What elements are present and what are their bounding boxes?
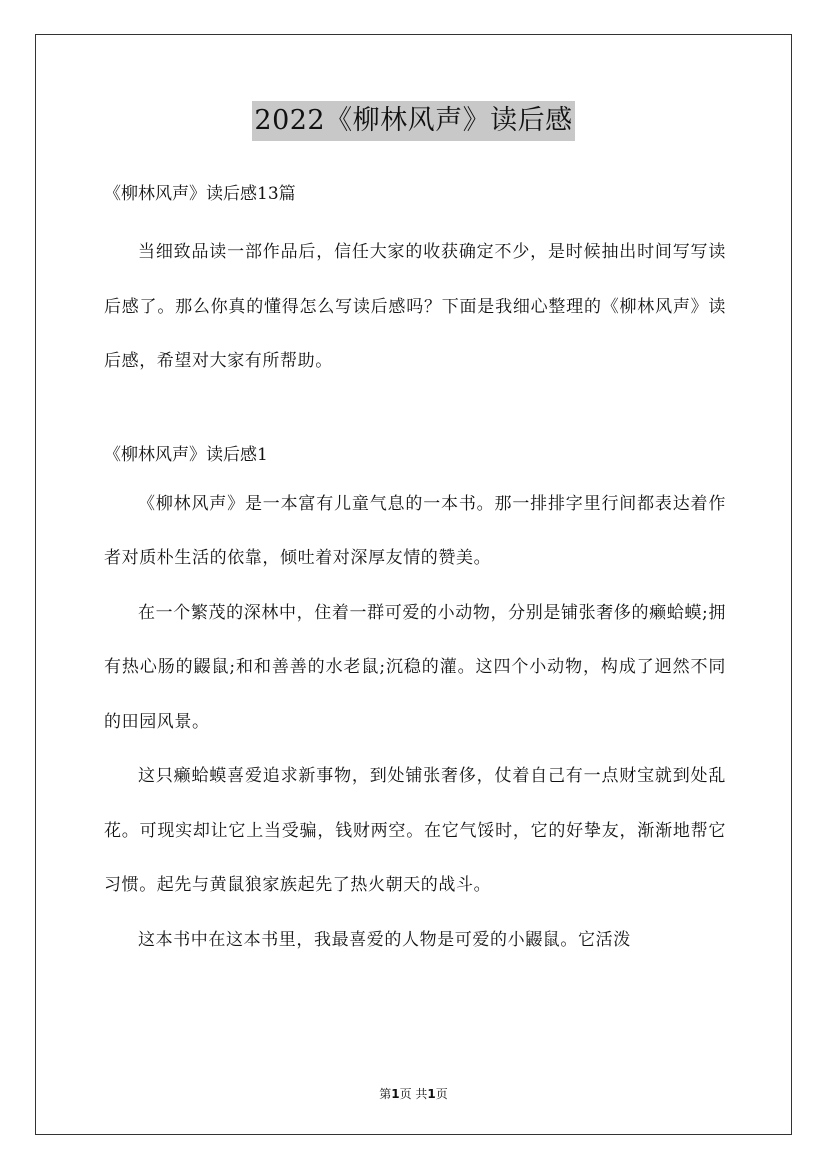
footer-page-current: 1 xyxy=(391,1087,400,1101)
document-subtitle: 《柳林风声》读后感13篇 xyxy=(104,184,296,204)
footer-page-total: 1 xyxy=(427,1087,436,1101)
body-paragraph-3: 这只癞蛤蟆喜爱追求新事物，到处铺张奢侈，仗着自己有一点财宝就到处乱花。可现实却让它上当受骗，钱财两空。在它气馁时，它的好挚友，渐渐地帮它习惯。起先与黄鼠狼家族起先了热火朝天的战斗。 xyxy=(104,766,726,895)
document-title: 2022《柳林风声》读后感 xyxy=(252,101,574,141)
body-paragraph-1: 《柳林风声》是一本富有儿童气息的一本书。那一排排字里行间都表达着作者对质朴生活的依靠，倾吐着对深厚友情的赞美。 xyxy=(104,493,726,568)
footer-page-mid: 页 共 xyxy=(399,1087,428,1101)
section-heading: 《柳林风声》读后感1 xyxy=(104,444,268,465)
document-body xyxy=(104,174,726,967)
footer-page-prefix: 第 xyxy=(379,1087,392,1101)
page-footer xyxy=(0,1085,827,1102)
intro-paragraph: 当细致品读一部作品后，信任大家的收获确定不少，是时候抽出时间写写读后感了。那么你真的懂得怎么写读后感吗？下面是我细心整理的《柳林风声》读后感，希望对大家有所帮助。 xyxy=(104,242,726,371)
footer-page-suffix: 页 xyxy=(435,1087,448,1101)
body-paragraph-2: 在一个繁茂的深林中，住着一群可爱的小动物，分别是铺张奢侈的癞蛤蟆;拥有热心肠的鼹鼠;和和善善的水老鼠;沉稳的灌。这四个小动物，构成了迥然不同的田园风景。 xyxy=(104,602,726,732)
body-paragraph-4: 这本书中在这本书里，我最喜爱的人物是可爱的小鼹鼠。它活泼 xyxy=(138,929,631,950)
title-container xyxy=(0,101,827,141)
